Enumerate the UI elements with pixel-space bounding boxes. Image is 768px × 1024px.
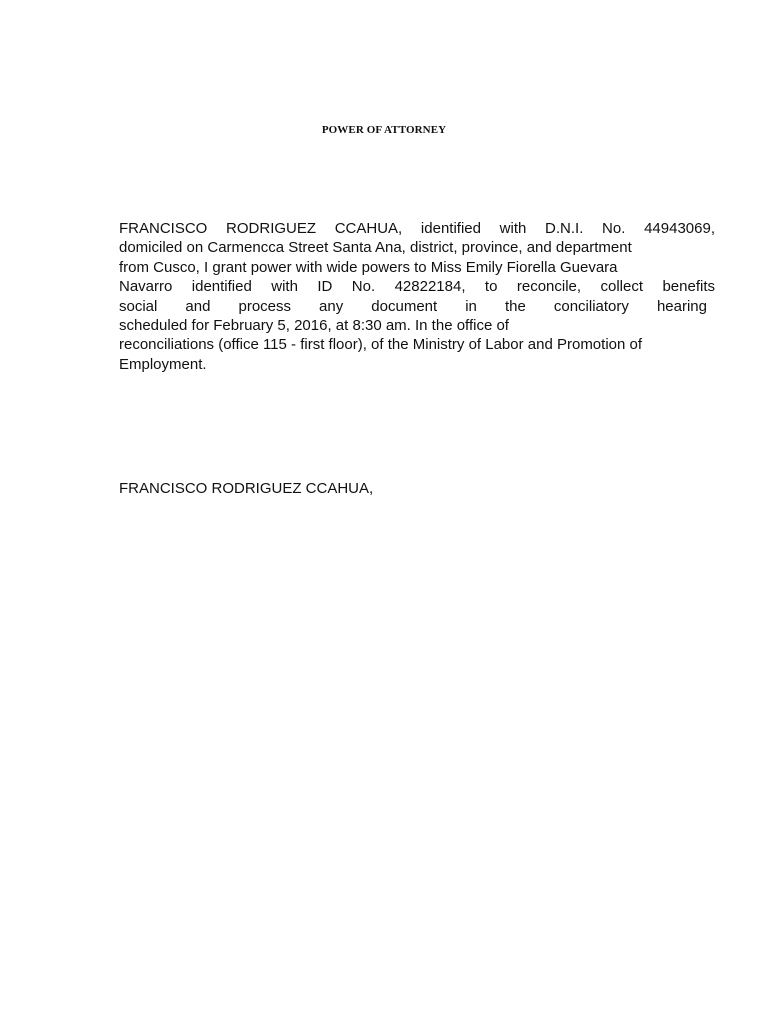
body-line: reconciliations (office 115 - first floor), of the Ministry of Labor and Promotion of [119, 336, 643, 354]
body-line: Employment. [119, 355, 207, 373]
document-body [119, 219, 715, 374]
body-line: social and process any document in the conciliatory hearing [119, 297, 707, 315]
body-line: scheduled for February 5, 2016, at 8:30 am. In the office of [119, 317, 509, 335]
body-line: Navarro identified with ID No. 42822184, to reconcile, collect benefits [119, 278, 715, 296]
body-line: from Cusco, I grant power with wide powers to Miss Emily Fiorella Guevara [119, 258, 618, 276]
body-line: FRANCISCO RODRIGUEZ CCAHUA, identified with D.N.I. No. 44943069, [119, 220, 715, 237]
body-line: domiciled on Carmencca Street Santa Ana, district, province, and department [119, 239, 632, 257]
signature-name: FRANCISCO RODRIGUEZ CCAHUA, [119, 480, 374, 497]
document-title: POWER OF ATTORNEY [321, 124, 447, 136]
